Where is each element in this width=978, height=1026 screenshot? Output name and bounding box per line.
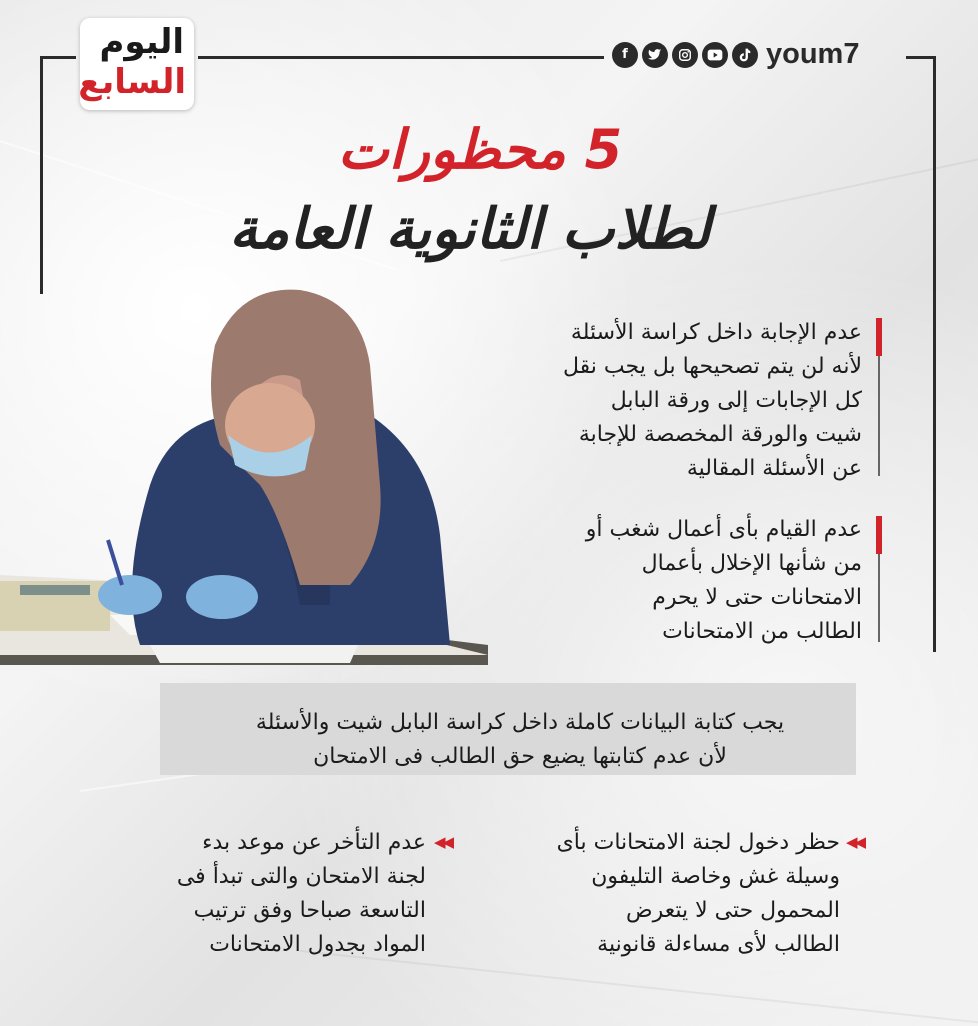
youm7-logo[interactable] <box>80 18 194 110</box>
rule-1-divider <box>878 356 880 476</box>
tiktok-icon[interactable] <box>732 42 758 68</box>
rule-2-line: الامتحانات حتى لا يحرم <box>652 585 862 610</box>
rule-3-line: لأن عدم كتابتها يضيع حق الطالب فى الامتحان <box>313 744 727 769</box>
rule-1-accent <box>876 318 882 356</box>
frame-right <box>933 56 936 652</box>
rule-2 <box>484 513 862 649</box>
youtube-icon[interactable] <box>702 42 728 68</box>
social-bar <box>612 38 859 71</box>
rule-4-line: حظر دخول لجنة الامتحانات بأى <box>556 830 840 855</box>
rule-1 <box>484 316 862 486</box>
rule-1-line: عن الأسئلة المقالية <box>686 456 862 481</box>
rule-2-divider <box>878 554 880 642</box>
student-exam-photo <box>0 285 488 665</box>
headline-count: 5 محظورات <box>337 118 623 181</box>
frame-top-left <box>40 56 76 59</box>
rule-1-line: عدم الإجابة داخل كراسة الأسئلة <box>570 320 862 345</box>
rule-1-line: شيت والورقة المخصصة للإجابة <box>578 422 862 447</box>
rule-5-arrow-icon: ◀◀ <box>434 833 452 851</box>
rule-2-line: من شأنها الإخلال بأعمال <box>641 551 862 576</box>
headline-subject: لطلاب الثانوية العامة <box>229 197 711 262</box>
instagram-icon[interactable] <box>672 42 698 68</box>
rule-5-line: التاسعة صباحا وفق ترتيب <box>193 898 426 923</box>
rule-3 <box>200 706 840 774</box>
rule-4-arrow-icon: ◀◀ <box>846 833 864 851</box>
logo-line-2: السابع <box>78 62 186 102</box>
frame-top-right <box>906 56 936 59</box>
rule-5-line: لجنة الامتحان والتى تبدأ فى <box>176 864 426 889</box>
rule-4 <box>488 826 840 962</box>
rule-5-line: المواد بجدول الامتحانات <box>209 932 426 957</box>
frame-top-mid <box>198 56 604 59</box>
rule-1-line: لأنه لن يتم تصحيحها بل يجب نقل <box>563 354 862 379</box>
frame-left <box>40 56 43 294</box>
twitter-icon[interactable] <box>642 42 668 68</box>
rule-2-line: الطالب من الامتحانات <box>662 619 862 644</box>
rule-4-line: المحمول حتى لا يتعرض <box>625 898 840 923</box>
logo-line-1: اليوم <box>99 22 184 62</box>
rule-5 <box>108 826 426 962</box>
rule-2-line: عدم القيام بأى أعمال شغب أو <box>585 517 862 542</box>
rule-4-line: وسيلة غش وخاصة التليفون <box>591 864 840 889</box>
brand-name[interactable]: youm7 <box>766 38 860 70</box>
rule-1-line: كل الإجابات إلى ورقة البابل <box>610 388 862 413</box>
rule-4-line: الطالب لأى مساءلة قانونية <box>597 932 840 957</box>
rule-2-accent <box>876 516 882 554</box>
rule-3-line: يجب كتابة البيانات كاملة داخل كراسة البابل شيت والأسئلة <box>255 710 785 735</box>
rule-5-line: عدم التأخر عن موعد بدء <box>202 830 426 855</box>
facebook-icon[interactable]: f <box>612 42 638 68</box>
